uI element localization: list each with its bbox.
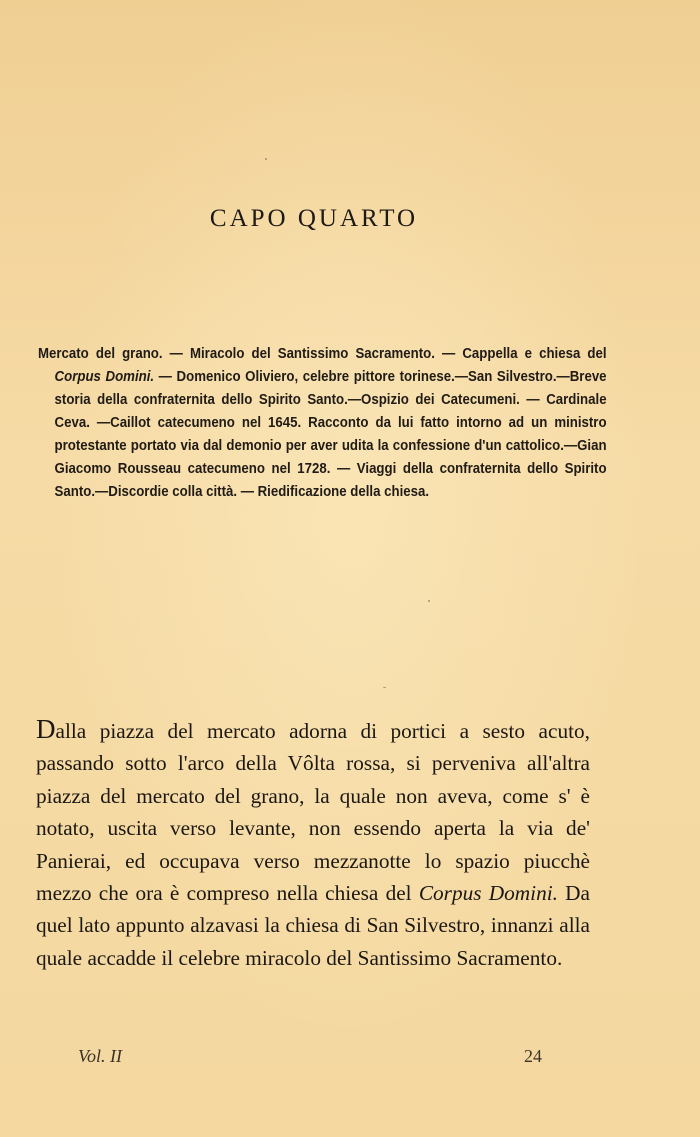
chapter-title: CAPO QUARTO [209,205,419,232]
volume-signature: Vol. II [78,1046,122,1066]
paper-speck [265,158,267,160]
paper-speck [428,600,430,602]
summary-text: Mercato del grano. — Miracolo del Santissimo Sacramento. — Cappella e chiesa del [38,346,607,362]
body-text: alla piazza del mercato adorna di portici a sesto acuto, passando sotto l'arco della Vôlta rossa, si perveniva all'altra piazza del mercato del grano, la quale non aveva, come s' è notato, uscita verso levante, non essendo aperta la via de' Panierai, ed occupava verso mezzanotte lo spazio piucchè mezzo che ora è compreso nella chiesa del [36,719,590,906]
paper-speck [383,687,386,688]
chapter-summary [38,343,607,504]
summary-text: — Domenico Oliviero, celebre pittore torinese.—San Silvestro.—Breve storia della confraternita dello Spirito Santo.—Ospizio dei Catecumeni. — Cardinale Ceva. —Caillot catecumeno nel 1645. Racconto da lui fatto intorno ad un ministro protestante portato via dal demonio per aver udita la confessione d'un cattolico.—Gian Giacomo Rousseau catecumeno nel 1728. — Viaggi della confraternita dello Spirito Santo.—Discordie colla città. — Riedificazione della chiesa. [54,369,607,500]
body-text: Da quel lato appunto alzavasi la chiesa di San Silvestro, innanzi alla quale accadde il celebre miracolo del Santissimo Sacramento. [36,881,591,970]
initial-letter: D [36,714,56,744]
body-italic-title: Corpus Domini. [418,881,558,906]
body-paragraph [36,713,590,974]
summary-italic-title: Corpus Domini. [54,369,155,385]
sheet-signature: 24 [524,1046,542,1066]
